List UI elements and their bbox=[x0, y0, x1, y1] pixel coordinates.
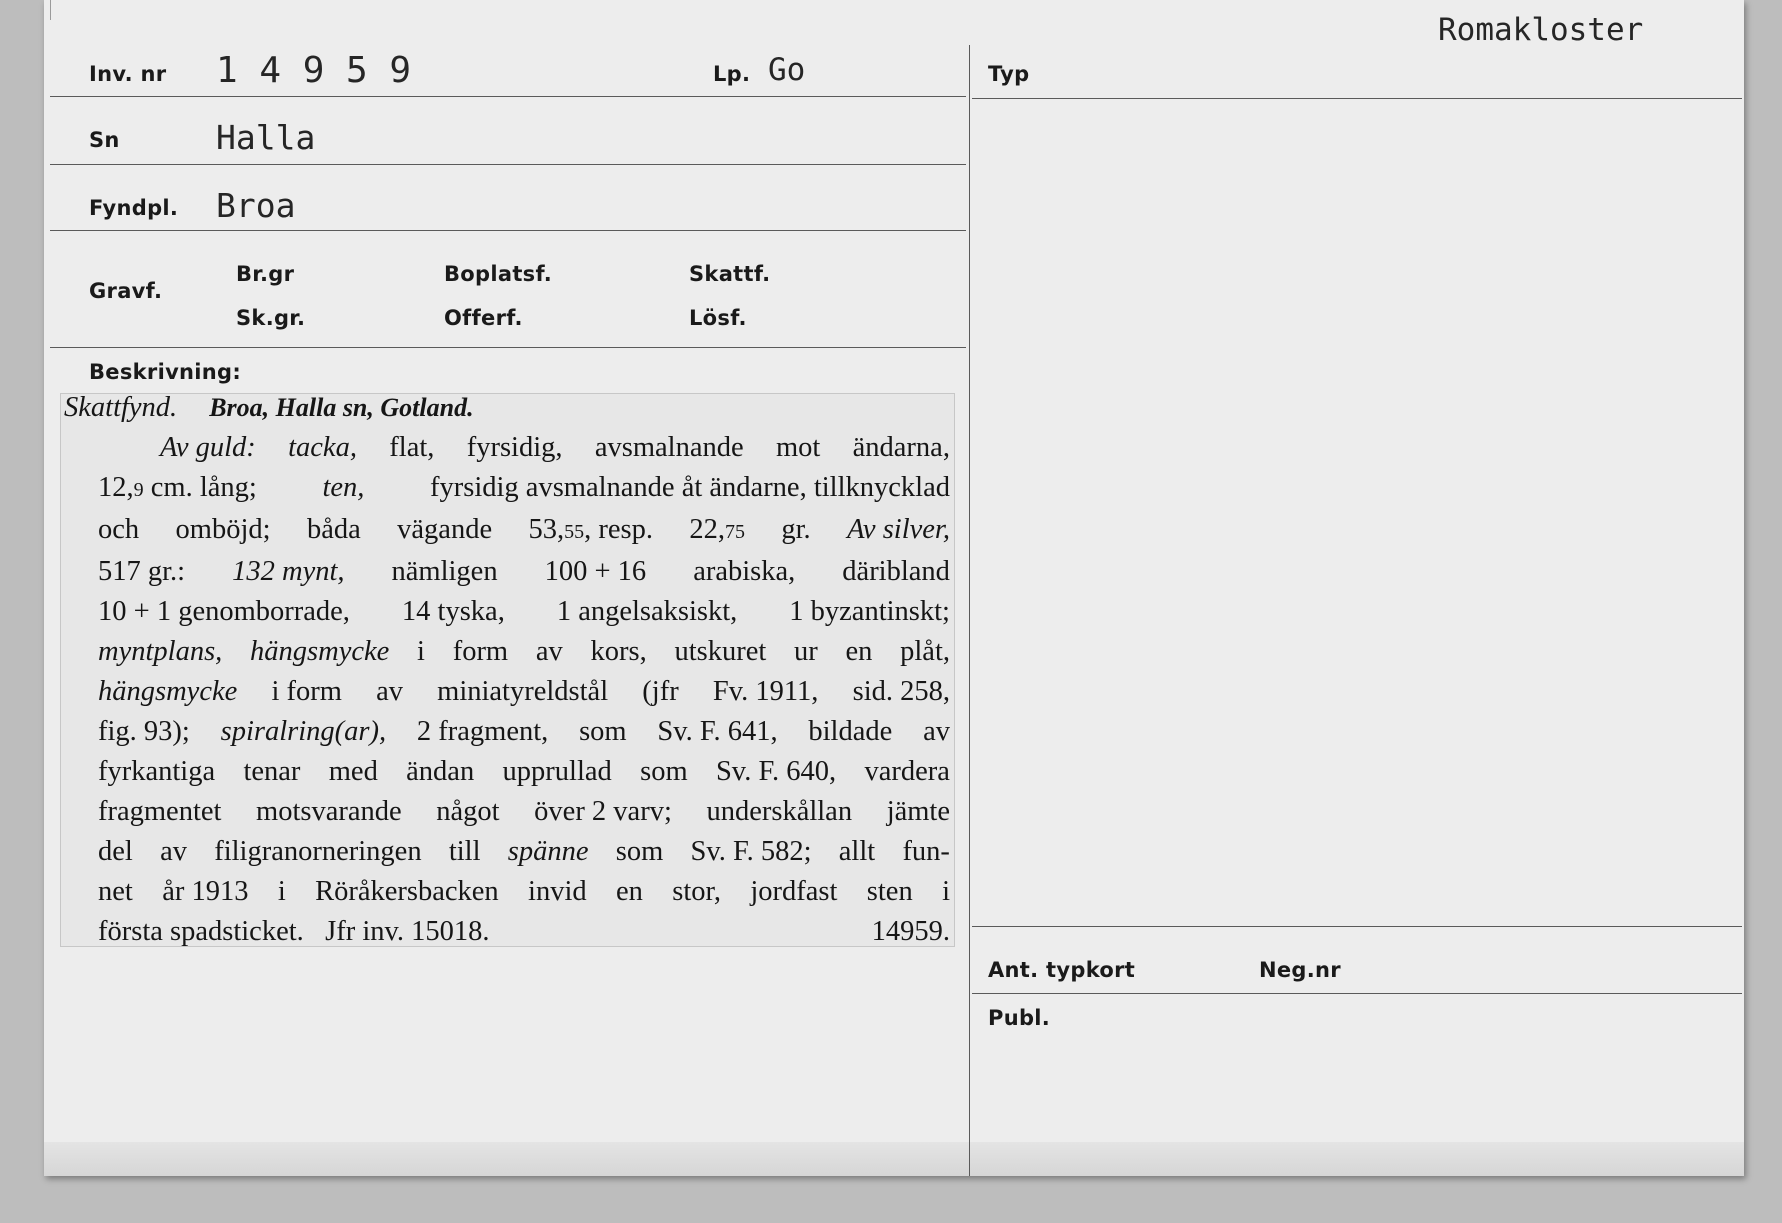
word: ändan bbox=[406, 756, 475, 787]
word: myntplans, bbox=[98, 636, 223, 667]
word: fun- bbox=[902, 836, 950, 867]
word: ändarna, bbox=[852, 432, 950, 463]
inv-nr-value: 1 4 9 5 9 bbox=[216, 50, 412, 91]
word: mot bbox=[775, 432, 821, 463]
word: 22,75 bbox=[689, 514, 745, 545]
row-line-gravf bbox=[50, 347, 966, 348]
word: 1 angelsaksiskt, bbox=[556, 596, 738, 627]
word: hängsmycke bbox=[98, 676, 238, 707]
description-line-3 bbox=[64, 510, 950, 552]
word: av bbox=[923, 716, 950, 747]
word: fyrsidig avsmalnande åt ändarne, tillknycklad bbox=[430, 472, 950, 503]
description-line-5 bbox=[64, 592, 950, 632]
boplatsf-label: Boplatsf. bbox=[444, 262, 553, 286]
row-line-fyndpl bbox=[50, 230, 966, 231]
word: avsmalnande bbox=[594, 432, 744, 463]
sn-label: Sn bbox=[89, 128, 120, 152]
word: vägande bbox=[397, 514, 493, 545]
word: år 1913 bbox=[162, 876, 249, 907]
description-line-13 bbox=[64, 912, 950, 952]
brgr-label: Br.gr bbox=[236, 262, 295, 286]
word: däribland bbox=[842, 556, 950, 587]
description-heading bbox=[64, 388, 950, 428]
fyndpl-label: Fyndpl. bbox=[89, 196, 179, 220]
word: jämte bbox=[886, 796, 950, 827]
description-line-12 bbox=[64, 872, 950, 912]
word: bildade bbox=[808, 716, 893, 747]
row-line-sn bbox=[50, 164, 966, 165]
word: en bbox=[616, 876, 643, 907]
word: underskållan bbox=[706, 796, 853, 827]
neg-nr-label: Neg.nr bbox=[1259, 958, 1341, 982]
word: tacka, bbox=[288, 432, 357, 463]
word: filigranorneringen bbox=[214, 836, 422, 867]
word: plåt, bbox=[900, 636, 950, 667]
word: hängsmycke bbox=[250, 636, 390, 667]
word: 53,55, resp. bbox=[528, 514, 653, 545]
word: utskuret bbox=[674, 636, 767, 667]
word: båda bbox=[306, 514, 361, 545]
ant-typkort-label: Ant. typkort bbox=[988, 958, 1136, 982]
word: tenar bbox=[243, 756, 301, 787]
collection-name: Romakloster bbox=[1438, 12, 1644, 48]
word: fig. 93); bbox=[98, 716, 190, 747]
lp-value: Go bbox=[768, 52, 806, 88]
word: vardera bbox=[864, 756, 950, 787]
word: 14 tyska, bbox=[401, 596, 505, 627]
word: Sv. F. 640, bbox=[715, 756, 837, 787]
lp-label: Lp. bbox=[713, 62, 751, 86]
word: fragmentet bbox=[98, 796, 222, 827]
word: miniatyreldstål bbox=[437, 676, 609, 707]
word: spänne bbox=[507, 836, 589, 867]
offerf-label: Offerf. bbox=[444, 306, 523, 330]
word: (jfr bbox=[642, 676, 679, 707]
word: en bbox=[845, 636, 873, 667]
word: spiralring(ar), bbox=[220, 716, 387, 747]
row-line-inv bbox=[50, 96, 966, 97]
word: Sv. F. 641, bbox=[657, 716, 778, 747]
word: och bbox=[98, 514, 140, 545]
word: form bbox=[452, 636, 509, 667]
skattf-label: Skattf. bbox=[689, 262, 771, 286]
word: sid. 258, bbox=[852, 676, 950, 707]
ant-typkort-line bbox=[972, 993, 1742, 994]
word: ten, bbox=[322, 472, 365, 503]
word: invid bbox=[528, 876, 587, 907]
losf-label: Lösf. bbox=[689, 306, 747, 330]
word: över 2 varv; bbox=[534, 796, 672, 827]
description-line-8 bbox=[64, 712, 950, 752]
word: allt bbox=[838, 836, 876, 867]
left-edge bbox=[50, 0, 51, 20]
heading-italic: Skattfynd. bbox=[64, 392, 178, 423]
word: Sv. F. 582; bbox=[690, 836, 812, 867]
word: 132 mynt, bbox=[232, 556, 345, 587]
typ-line bbox=[972, 98, 1742, 99]
inv-reference: 14959. bbox=[871, 916, 950, 947]
word: som bbox=[579, 716, 627, 747]
word: med bbox=[328, 756, 378, 787]
typ-box-bottom bbox=[972, 926, 1742, 927]
word: av bbox=[535, 636, 563, 667]
word: upprullad bbox=[502, 756, 612, 787]
heading-bold: Broa, Halla sn, Gotland. bbox=[209, 393, 474, 422]
word: sten bbox=[866, 876, 913, 907]
word: nämligen bbox=[391, 556, 498, 587]
word: arabiska, bbox=[693, 556, 796, 587]
word: Av guld: bbox=[160, 432, 256, 463]
description-line-7 bbox=[64, 672, 950, 712]
word: i bbox=[417, 636, 425, 667]
word: jordfast bbox=[750, 876, 838, 907]
word: stor, bbox=[672, 876, 721, 907]
typ-label: Typ bbox=[988, 62, 1030, 86]
word: fyrkantiga bbox=[98, 756, 216, 787]
description-line-10 bbox=[64, 792, 950, 832]
word: 10 + 1 genomborrade, bbox=[98, 596, 350, 627]
word: omböjd; bbox=[175, 514, 271, 545]
word: kors, bbox=[590, 636, 647, 667]
word: motsvarande bbox=[256, 796, 402, 827]
word: som bbox=[615, 836, 664, 867]
word: av bbox=[376, 676, 403, 707]
word: ur bbox=[794, 636, 818, 667]
word: något bbox=[436, 796, 500, 827]
fyndpl-value: Broa bbox=[216, 186, 296, 225]
word: i bbox=[942, 876, 950, 907]
description-line-2 bbox=[64, 468, 950, 510]
word: i bbox=[277, 876, 286, 907]
card-bottom-strip bbox=[44, 1142, 1744, 1176]
description-line-11 bbox=[64, 832, 950, 872]
center-divider bbox=[969, 45, 970, 1176]
word: flat, bbox=[389, 432, 435, 463]
word: 1 byzantinskt; bbox=[789, 596, 950, 627]
word: 517 gr.: bbox=[98, 556, 186, 587]
word: del bbox=[98, 836, 133, 867]
word: Röråkersbacken bbox=[315, 876, 499, 907]
skgr-label: Sk.gr. bbox=[236, 306, 306, 330]
description-line-4 bbox=[64, 552, 950, 592]
word: som bbox=[640, 756, 688, 787]
gravf-label: Gravf. bbox=[89, 279, 163, 303]
word: 100 + 16 bbox=[544, 556, 647, 587]
word: gr. bbox=[781, 514, 811, 545]
publ-label: Publ. bbox=[988, 1006, 1051, 1030]
word: 2 fragment, bbox=[416, 716, 549, 747]
description-line-1 bbox=[64, 428, 950, 468]
word: till bbox=[448, 836, 481, 867]
word: Av silver, bbox=[847, 514, 950, 545]
description-line-9 bbox=[64, 752, 950, 792]
word: i form bbox=[271, 676, 342, 707]
sn-value: Halla bbox=[216, 118, 316, 157]
word: av bbox=[160, 836, 187, 867]
beskrivning-label: Beskrivning: bbox=[89, 360, 242, 384]
word: net bbox=[98, 876, 133, 907]
word: fyrsidig, bbox=[466, 432, 563, 463]
word-group: första spadsticket. Jfr inv. 15018. bbox=[98, 916, 490, 947]
description-text bbox=[64, 388, 950, 952]
word: Fv. 1911, bbox=[712, 676, 819, 707]
description-line-6 bbox=[64, 632, 950, 672]
inv-nr-label: Inv. nr bbox=[89, 62, 167, 86]
word: 12,9 cm. lång; bbox=[98, 472, 257, 503]
